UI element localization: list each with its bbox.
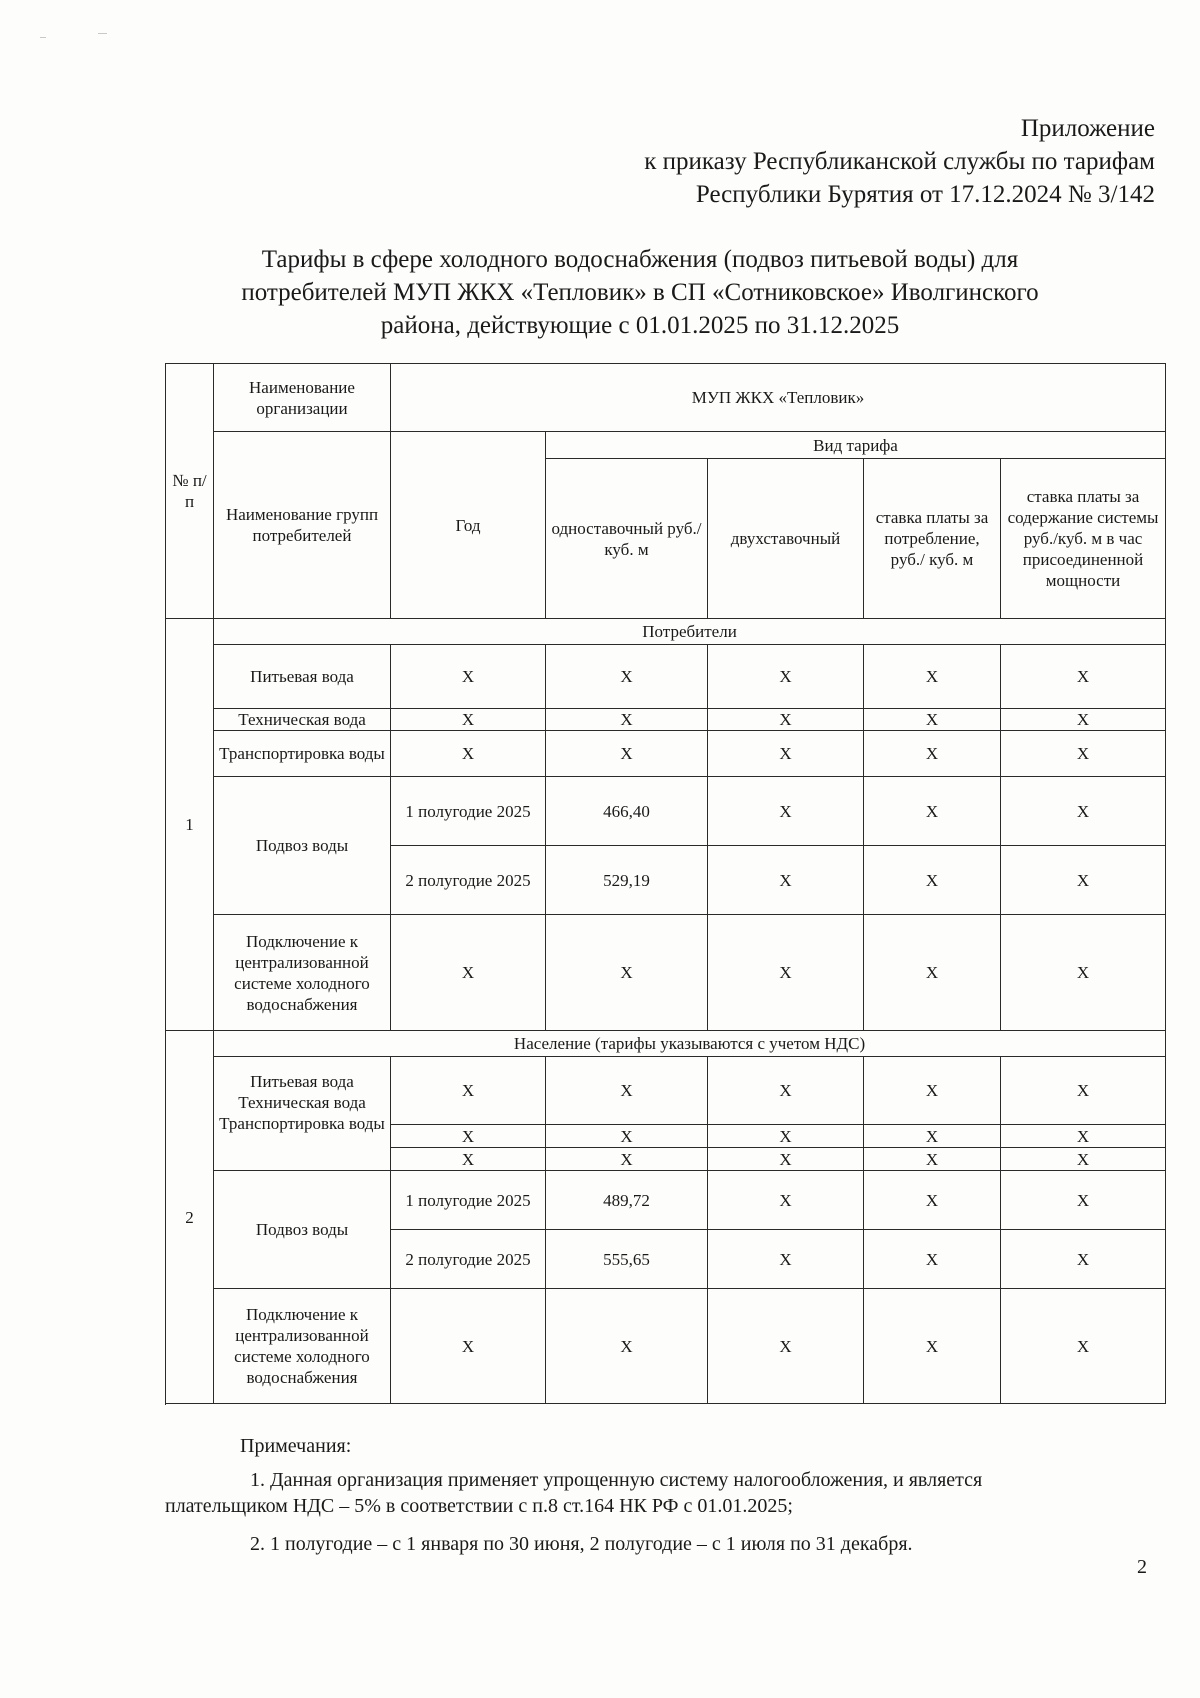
groups-label: Наименование групп потребителей bbox=[214, 432, 391, 619]
title-line-1: Тарифы в сфере холодного водоснабжения (подвоз питьевой воды) для bbox=[261, 246, 1019, 273]
cell-mark: Х bbox=[708, 645, 864, 709]
table-row bbox=[166, 645, 1166, 709]
notes-section bbox=[165, 1433, 1155, 1557]
table-row bbox=[166, 777, 1166, 846]
cell-mark: Х bbox=[1001, 1289, 1166, 1404]
note-1-line-2: плательщиком НДС – 5% в соответствии с п.8 ст.164 НК РФ с 01.01.2025; bbox=[165, 1495, 793, 1517]
cell-mark: Х bbox=[708, 915, 864, 1031]
group-water-transport: Транспортировка воды bbox=[214, 731, 391, 777]
cell-mark: Х bbox=[391, 1125, 546, 1148]
group-technical-water: Техническая вода bbox=[238, 1093, 366, 1112]
section-2-number: 2 bbox=[166, 1031, 214, 1404]
cell-mark: Х bbox=[391, 645, 546, 709]
cell-mark: Х bbox=[546, 1289, 708, 1404]
cell-mark: Х bbox=[708, 1289, 864, 1404]
header-line-2: к приказу Республиканской службы по тарифам bbox=[644, 148, 1155, 175]
period-h1: 1 полугодие 2025 bbox=[391, 1171, 546, 1230]
section-1-title-row bbox=[166, 619, 1166, 645]
cell-mark: Х bbox=[1001, 1171, 1166, 1230]
table-row bbox=[166, 1289, 1166, 1404]
group-connection: Подключение к централизованной системе холодного водоснабжения bbox=[214, 915, 391, 1031]
period-h2: 2 полугодие 2025 bbox=[391, 846, 546, 915]
cell-mark: Х bbox=[546, 915, 708, 1031]
period-h2: 2 полугодие 2025 bbox=[391, 1230, 546, 1289]
header-line-1: Приложение bbox=[1020, 115, 1155, 142]
cell-mark: Х bbox=[708, 731, 864, 777]
title-line-2: потребителей МУП ЖКХ «Тепловик» в СП «Сотниковское» Иволгинского bbox=[241, 279, 1039, 306]
col-consumption-rate: ставка платы за потребление, руб./ куб. м bbox=[864, 459, 1001, 619]
section-1-title: Потребители bbox=[214, 619, 1166, 645]
tariff-value-h2: 529,19 bbox=[546, 846, 708, 915]
period-h1: 1 полугодие 2025 bbox=[391, 777, 546, 846]
cell-mark: Х bbox=[1001, 731, 1166, 777]
cell-mark: Х bbox=[1001, 709, 1166, 731]
cell-mark: Х bbox=[708, 709, 864, 731]
cell-mark: Х bbox=[546, 645, 708, 709]
notes-heading: Примечания: bbox=[240, 1435, 352, 1457]
cell-mark: Х bbox=[1001, 645, 1166, 709]
tariff-value-h1: 466,40 bbox=[546, 777, 708, 846]
col-number-header: № п/п bbox=[166, 364, 214, 619]
tariff-type-label: Вид тарифа bbox=[546, 432, 1166, 459]
cell-mark: Х bbox=[864, 645, 1001, 709]
year-label: Год bbox=[391, 432, 546, 619]
section-2-title-row bbox=[166, 1031, 1166, 1057]
cell-mark: Х bbox=[708, 1125, 864, 1148]
cell-mark: Х bbox=[864, 777, 1001, 846]
group-water-delivery: Подвоз воды bbox=[214, 1171, 391, 1289]
cell-mark: Х bbox=[391, 709, 546, 731]
title-line-3: района, действующие с 01.01.2025 по 31.12.2025 bbox=[380, 312, 900, 339]
col-two-part: двухставочный bbox=[708, 459, 864, 619]
cell-mark: Х bbox=[1001, 1125, 1166, 1148]
col-maintenance-rate: ставка платы за содержание системы руб./куб. м в час присоединенной мощности bbox=[1001, 459, 1166, 619]
cell-mark: Х bbox=[546, 709, 708, 731]
cell-mark: Х bbox=[391, 915, 546, 1031]
cell-mark: Х bbox=[1001, 1057, 1166, 1125]
note-2: 2. 1 полугодие – с 1 января по 30 июня, 2 полугодие – с 1 июля по 31 декабря. bbox=[250, 1533, 913, 1555]
group-water-list bbox=[214, 1057, 391, 1171]
cell-mark: Х bbox=[708, 1148, 864, 1171]
cell-mark: Х bbox=[864, 915, 1001, 1031]
cell-mark: Х bbox=[708, 777, 864, 846]
cell-mark: Х bbox=[864, 1171, 1001, 1230]
cell-mark: Х bbox=[864, 1125, 1001, 1148]
table-row bbox=[166, 1057, 1166, 1125]
tariff-type-row bbox=[166, 432, 1166, 459]
scan-speck bbox=[98, 33, 107, 34]
org-name: МУП ЖКХ «Тепловик» bbox=[391, 364, 1166, 432]
group-technical-water: Техническая вода bbox=[214, 709, 391, 731]
table-row bbox=[166, 1171, 1166, 1230]
cell-mark: Х bbox=[864, 731, 1001, 777]
group-water-delivery: Подвоз воды bbox=[214, 777, 391, 915]
section-1-number: 1 bbox=[166, 619, 214, 1031]
group-drinking-water: Питьевая вода bbox=[214, 645, 391, 709]
table-row bbox=[166, 731, 1166, 777]
cell-mark: Х bbox=[708, 846, 864, 915]
cell-mark: Х bbox=[391, 1057, 546, 1125]
document-title bbox=[150, 243, 1130, 342]
cell-mark: Х bbox=[708, 1171, 864, 1230]
cell-mark: Х bbox=[391, 731, 546, 777]
cell-mark: Х bbox=[864, 1230, 1001, 1289]
cell-mark: Х bbox=[864, 1289, 1001, 1404]
org-label: Наименование организации bbox=[214, 364, 391, 432]
cell-mark: Х bbox=[546, 1057, 708, 1125]
cell-mark: Х bbox=[1001, 1230, 1166, 1289]
cell-mark: Х bbox=[546, 1125, 708, 1148]
approval-header bbox=[395, 112, 1155, 211]
scan-speck bbox=[40, 37, 46, 38]
group-drinking-water: Питьевая вода bbox=[250, 1072, 354, 1091]
group-connection: Подключение к централизованной системе холодного водоснабжения bbox=[214, 1289, 391, 1404]
section-2-title: Население (тарифы указываются с учетом НДС) bbox=[214, 1031, 1166, 1057]
cell-mark: Х bbox=[864, 709, 1001, 731]
tariff-value-h1: 489,72 bbox=[546, 1171, 708, 1230]
cell-mark: Х bbox=[708, 1057, 864, 1125]
tariff-table bbox=[165, 363, 1166, 1404]
cell-mark: Х bbox=[708, 1230, 864, 1289]
cell-mark: Х bbox=[391, 1148, 546, 1171]
cell-mark: Х bbox=[864, 1057, 1001, 1125]
cell-mark: Х bbox=[1001, 1148, 1166, 1171]
cell-mark: Х bbox=[1001, 846, 1166, 915]
cell-mark: Х bbox=[864, 846, 1001, 915]
cell-mark: Х bbox=[864, 1148, 1001, 1171]
group-water-transport: Транспортировка воды bbox=[219, 1114, 385, 1133]
table-row bbox=[166, 709, 1166, 731]
cell-mark: Х bbox=[546, 731, 708, 777]
col-one-part: одноставочный руб./ куб. м bbox=[546, 459, 708, 619]
table-row bbox=[166, 915, 1166, 1031]
cell-mark: Х bbox=[1001, 777, 1166, 846]
page-number: 2 bbox=[1137, 1556, 1147, 1578]
cell-mark: Х bbox=[1001, 915, 1166, 1031]
cell-mark: Х bbox=[546, 1148, 708, 1171]
tariff-value-h2: 555,65 bbox=[546, 1230, 708, 1289]
note-1-line-1: 1. Данная организация применяет упрощенную систему налогообложения, и является bbox=[250, 1469, 983, 1491]
org-row bbox=[166, 364, 1166, 432]
cell-mark: Х bbox=[391, 1289, 546, 1404]
header-line-3: Республики Бурятия от 17.12.2024 № 3/142 bbox=[695, 181, 1155, 208]
